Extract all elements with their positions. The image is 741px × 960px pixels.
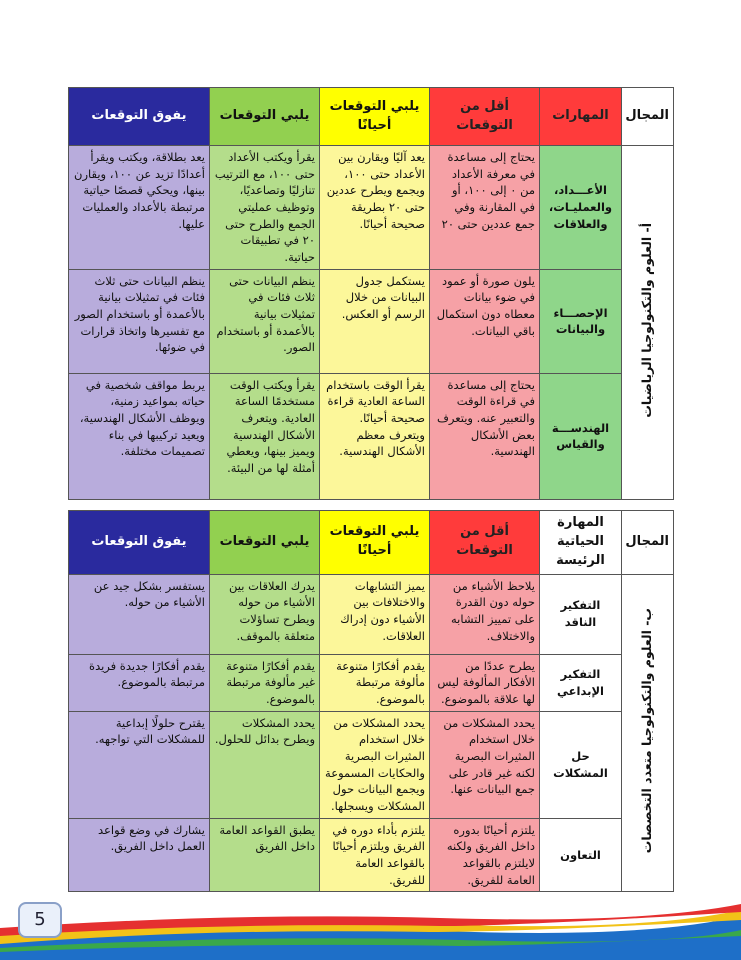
table-row — [69, 574, 674, 654]
cell-exceeds: ينظم البيانات حتى ثلاث فئات في تمثيلات بيانية بالأعمدة أو باستخدام الصور مع تفسيرها واتخاذ قرارات في ضوئها. — [69, 269, 210, 373]
rubric-table-interdisciplinary — [68, 510, 674, 892]
skill-cell: التفكير الإبداعي — [540, 654, 622, 711]
cell-meets: يطبق القواعد العامة داخل الفريق — [210, 818, 320, 892]
cell-exceeds: يشارك في وضع قواعد العمل داخل الفريق. — [69, 818, 210, 892]
cell-meets: يقرأ ويكتب الوقت مستخدمًا الساعة العادية. ويتعرف الأشكال الهندسية ويميز بينها، ويعطي أمثلة لها من البيئة. — [210, 373, 320, 499]
cell-sometimes: يحدد المشكلات من خلال استخدام المثيرات البصرية والحكايات المسموعة ويجمع البيانات حول المشكلات ويسجلها. — [320, 711, 430, 818]
table-row — [69, 818, 674, 892]
header-below-expectations: أقل من التوقعات — [430, 511, 540, 575]
cell-exceeds: يعد بطلاقة، ويكتب ويقرأ أعدادًا تزيد عن ١٠٠، ويقارن بينها، ويحكي قصصًا حياتية مرتبطة بالأعداد والعمليات عليها. — [69, 146, 210, 270]
header-skills: المهارات — [540, 88, 622, 146]
cell-meets: يدرك العلاقات بين الأشياء من حوله ويطرح تساؤلات متعلقة بالموقف. — [210, 574, 320, 654]
cell-below: يلاحظ الأشياء من حوله دون القدرة على تمييز التشابه والاختلاف. — [430, 574, 540, 654]
cell-below: يحدد المشكلات من خلال استخدام المثيرات البصرية لكنه غير قادر على جمع البيانات عنها. — [430, 711, 540, 818]
cell-sometimes: يستكمل جدول البيانات من خلال الرسم أو العكس. — [320, 269, 430, 373]
table-header-row — [69, 88, 674, 146]
table-row — [69, 373, 674, 499]
header-exceeds-expectations: يفوق التوقعات — [69, 88, 210, 146]
skill-cell: حل المشكلات — [540, 711, 622, 818]
cell-exceeds: يقدم أفكارًا جديدة فريدة مرتبطة بالموضوع. — [69, 654, 210, 711]
skill-cell: الأعـــداد، والعمليـات، والعلاقات — [540, 146, 622, 270]
header-meets-expectations: يلبي التوقعات — [210, 511, 320, 575]
table-header-row — [69, 511, 674, 575]
cell-below: يطرح عددًا من الأفكار المألوفة ليس لها علاقة بالموضوع. — [430, 654, 540, 711]
header-exceeds-expectations: يفوق التوقعات — [69, 511, 210, 575]
cell-exceeds: يستفسر بشكل جيد عن الأشياء من حوله. — [69, 574, 210, 654]
header-skills: المهارة الحياتية الرئيسة — [540, 511, 622, 575]
domain-label: ب- العلوم والتكنولوجيا متعدد التخصصات — [622, 574, 674, 892]
cell-sometimes: يعد آليًا ويقارن بين الأعداد حتى ١٠٠، ويجمع ويطرح عددين حتى ٢٠ بطريقة صحيحة أحيانًا. — [320, 146, 430, 270]
rubric-table-math — [68, 87, 674, 500]
header-below-expectations: أقل من التوقعات — [430, 88, 540, 146]
page-number: 5 — [18, 902, 62, 938]
skill-cell: الهندســـة والقياس — [540, 373, 622, 499]
domain-label: أ- العلوم والتكنولوجيا الرياضيات — [622, 146, 674, 500]
table-row — [69, 711, 674, 818]
cell-sometimes: يقرأ الوقت باستخدام الساعة العادية قراءة صحيحة أحيانًا. ويتعرف معظم الأشكال الهندسية. — [320, 373, 430, 499]
cell-sometimes: يقدم أفكارًا متنوعة مألوفة مرتبطة بالموضوع. — [320, 654, 430, 711]
cell-meets: يقدم أفكارًا متنوعة غير مألوفة مرتبطة بالموضوع. — [210, 654, 320, 711]
skill-cell: التفكير الناقد — [540, 574, 622, 654]
header-sometimes-meets: يلبي التوقعات أحيانًا — [320, 88, 430, 146]
header-sometimes-meets: يلبي التوقعات أحيانًا — [320, 511, 430, 575]
cell-meets: يقرأ ويكتب الأعداد حتى ١٠٠، مع الترتيب تنازليًا وتصاعديًا، وتوظيف عمليتي الجمع والطرح حتى ٢٠ في تطبيقات حياتية. — [210, 146, 320, 270]
header-domain: المجال — [622, 88, 674, 146]
cell-sometimes: يلتزم بأداء دوره في الفريق ويلتزم أحيانًا بالقواعد العامة للفريق. — [320, 818, 430, 892]
table-row — [69, 269, 674, 373]
cell-below: يلون صورة أو عمود في ضوء بيانات معطاه دون استكمال باقي البيانات. — [430, 269, 540, 373]
cell-exceeds: يقترح حلولًا إبداعية للمشكلات التي تواجهه. — [69, 711, 210, 818]
cell-sometimes: يميز التشابهات والاختلافات بين الأشياء دون إدراك العلاقات. — [320, 574, 430, 654]
cell-meets: يحدد المشكلات ويطرح بدائل للحلول. — [210, 711, 320, 818]
header-domain: المجال — [622, 511, 674, 575]
table-row — [69, 654, 674, 711]
cell-exceeds: يربط مواقف شخصية في حياته بمواعيد زمنية، ويوظف الأشكال الهندسية، ويعيد تركيبها في بناء تصميمات مختلفة. — [69, 373, 210, 499]
header-meets-expectations: يلبي التوقعات — [210, 88, 320, 146]
skill-cell: الإحصـــاء والبيانات — [540, 269, 622, 373]
table-row — [69, 146, 674, 270]
cell-below: يلتزم أحيانًا بدوره داخل الفريق ولكنه لايلتزم بالقواعد العامة للفريق. — [430, 818, 540, 892]
footer-wave-decoration — [0, 890, 741, 960]
cell-below: يحتاج إلى مساعدة في معرفة الأعداد من ٠ إلى ١٠٠، أو في المقارنة وفي جمع عددين حتى ٢٠ — [430, 146, 540, 270]
cell-below: يحتاج إلى مساعدة في قراءة الوقت والتعبير عنه. ويتعرف بعض الأشكال الهندسية. — [430, 373, 540, 499]
skill-cell: التعاون — [540, 818, 622, 892]
cell-meets: ينظم البيانات حتى ثلاث فئات في تمثيلات بيانية بالأعمدة أو باستخدام الصور. — [210, 269, 320, 373]
